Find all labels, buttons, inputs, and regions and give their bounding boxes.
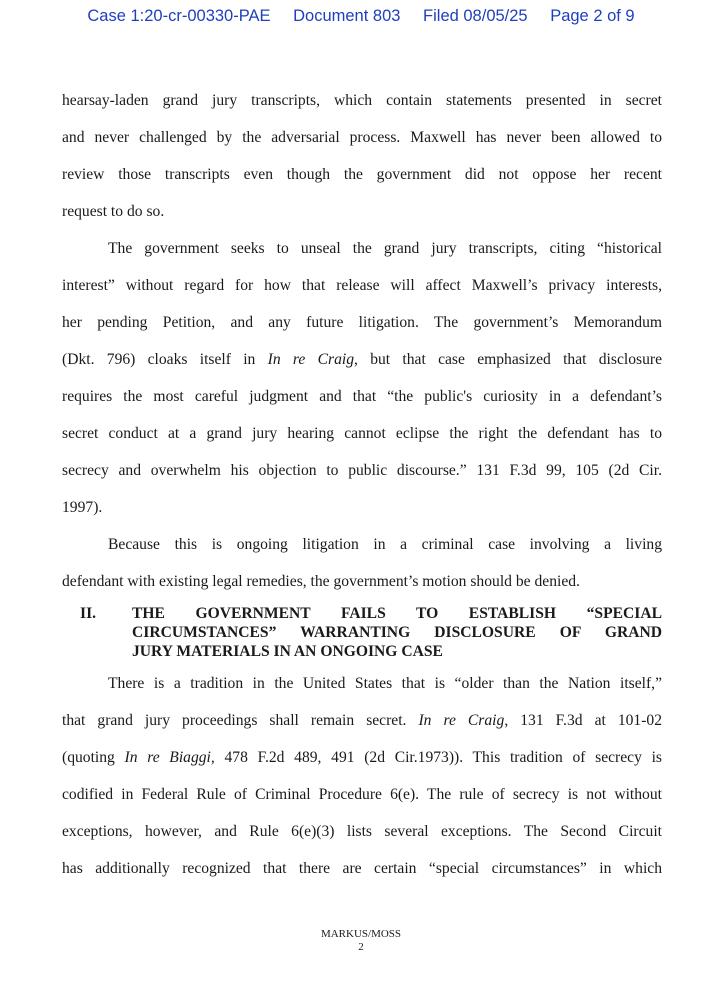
text-line: exceptions, however, and Rule 6(e)(3) lists several exceptions. The Second Circuit	[62, 823, 662, 840]
text-line: codified in Federal Rule of Criminal Procedure 6(e). The rule of secrecy is not without	[62, 786, 662, 803]
text-line: 1997).	[62, 499, 103, 516]
text-segment: 478 F.2d 489, 491 (2d Cir.1973)). This tradition of secrecy is	[214, 749, 662, 766]
text-segment: (Dkt. 796) cloaks itself in	[62, 351, 268, 368]
case-citation: In re Biaggi,	[124, 749, 215, 766]
ecf-header	[0, 7, 722, 26]
document-number: Document 803	[293, 7, 401, 25]
filed-date: Filed 08/05/25	[423, 7, 528, 25]
text-line: There is a tradition in the United States that is “older than the Nation itself,”	[108, 675, 662, 692]
text-line: secret conduct at a grand jury hearing cannot eclipse the right the defendant has to	[62, 425, 662, 442]
text-line: The government seeks to unseal the grand jury transcripts, citing “historical	[108, 240, 662, 257]
document-body	[62, 82, 662, 887]
paragraph-3	[62, 526, 662, 600]
text-line: has additionally recognized that there are certain “special circumstances” in which	[62, 860, 662, 877]
case-number: Case 1:20-cr-00330-PAE	[87, 7, 271, 25]
text-segment: , but that case emphasized that disclosure	[354, 351, 662, 368]
case-citation: In re Craig	[267, 351, 355, 368]
text-line: review those transcripts even though the government did not oppose her recent	[62, 166, 662, 183]
text-line	[62, 739, 662, 776]
text-segment: (quoting	[62, 749, 125, 766]
section-heading	[62, 600, 662, 665]
text-line: secrecy and overwhelm his objection to public discourse.” 131 F.3d 99, 105 (2d Cir.	[62, 462, 662, 479]
text-line: hearsay-laden grand jury transcripts, which contain statements presented in secret	[62, 92, 662, 109]
text-line: interest” without regard for how that release will affect Maxwell’s privacy interests,	[62, 277, 662, 294]
text-segment: , 131 F.3d at 101-02	[504, 712, 663, 729]
paragraph-1	[62, 82, 662, 230]
text-line	[62, 702, 662, 739]
text-line: defendant with existing legal remedies, the government’s motion should be denied.	[62, 573, 580, 590]
page-number: 2	[358, 941, 364, 953]
text-line	[62, 341, 662, 378]
section-number: II.	[80, 605, 97, 622]
text-line: requires the most careful judgment and that “the public's curiosity in a defendant’s	[62, 388, 662, 405]
heading-line: THE GOVERNMENT FAILS TO ESTABLISH “SPECIAL	[132, 605, 662, 622]
text-line: her pending Petition, and any future litigation. The government’s Memorandum	[62, 314, 662, 331]
case-citation: In re Craig	[418, 712, 505, 729]
firm-name: MARKUS/MOSS	[320, 928, 402, 940]
text-line: Because this is ongoing litigation in a criminal case involving a living	[108, 536, 662, 553]
paragraph-4	[62, 665, 662, 887]
heading-line: CIRCUMSTANCES” WARRANTING DISCLOSURE OF GRAND	[132, 624, 662, 641]
page-indicator: Page 2 of 9	[550, 7, 635, 25]
text-segment: that grand jury proceedings shall remain secret.	[62, 712, 419, 729]
heading-line: JURY MATERIALS IN AN ONGOING CASE	[132, 643, 443, 660]
page-footer	[0, 928, 722, 954]
paragraph-2	[62, 230, 662, 526]
text-line: and never challenged by the adversarial process. Maxwell has never been allowed to	[62, 129, 662, 146]
text-line: request to do so.	[62, 203, 165, 220]
